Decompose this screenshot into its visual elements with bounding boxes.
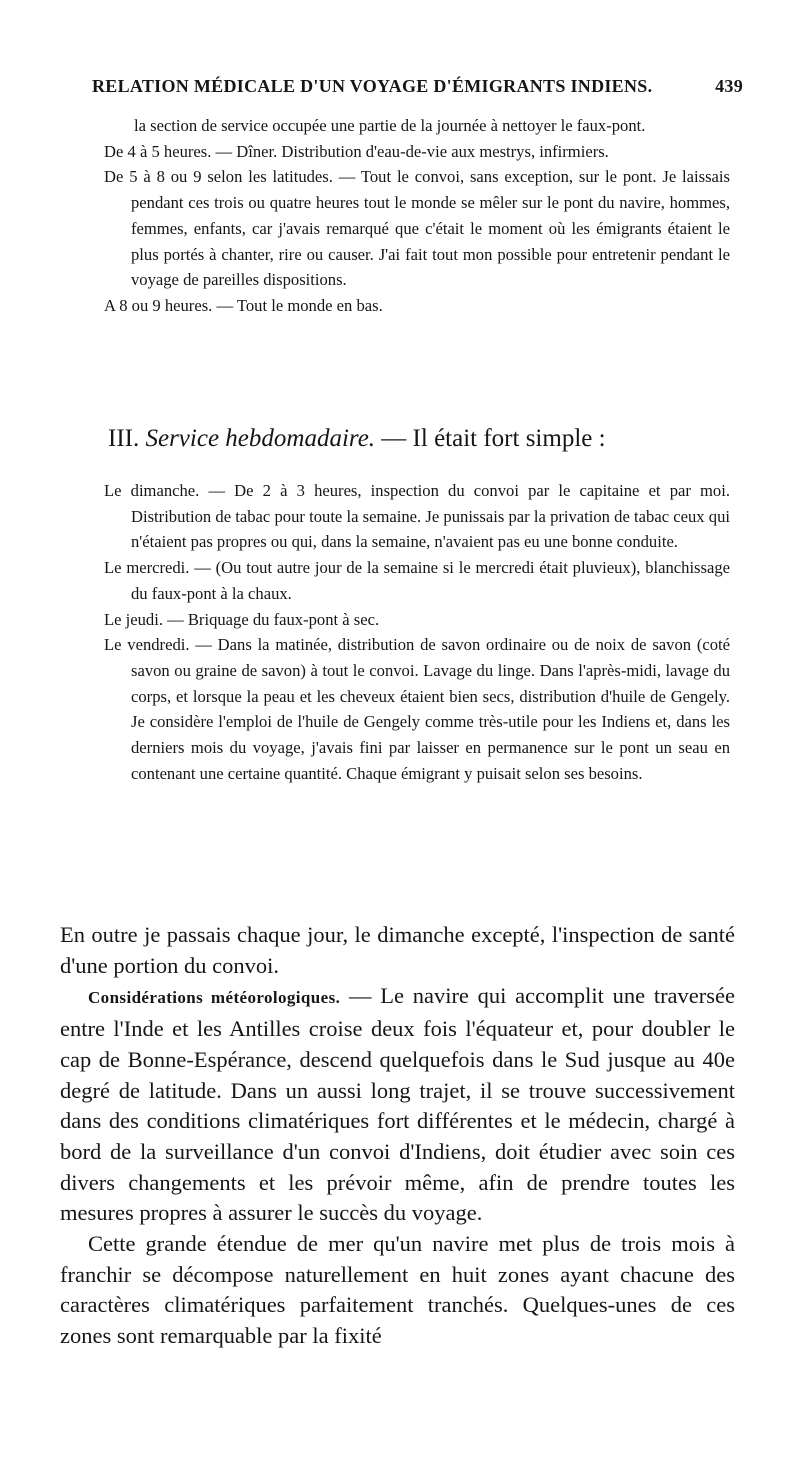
weekly-entry: Le jeudi. — Briquage du faux-pont à sec. — [104, 609, 380, 629]
running-title: RELATION MÉDICALE D'UN VOYAGE D'ÉMIGRANTS INDIENS. — [92, 76, 653, 96]
paragraph-zones: Cette grande étendue de mer qu'un navire met plus de trois mois à franchir se décompose naturellement en huit zones ayant chacune des caractères climatériques parfaitement tranchés. Quelques-unes de ces zones sont remarquable par la fixité — [60, 1231, 735, 1349]
paragraph-meteorology-text: — Le navire qui accomplit une traversée entre l'Inde et les Antilles croise deux fois l'équateur et, pour doubler le cap de Bonne-Espérance, descend quelquefois dans le Sud jusque au 40e degré de latitude. Dans un aussi long trajet, il se trouve successivement dans des conditions climatériques fort différentes et le médecin, chargé à bord de la surveillance d'un convoi d'Indiens, doit étudier avec soin ces divers changements et les prévoir même, afin de prendre toutes les mesures propres à assurer le succès du voyage. — [60, 983, 736, 1226]
weekly-entry: Le mercredi. — (Ou tout autre jour de la semaine si le mercredi était pluvieux), blanchissage du faux-pont à la chaux. — [104, 558, 730, 603]
schedule-entry: A 8 ou 9 heures. — Tout le monde en bas. — [104, 295, 383, 315]
weekly-entry: Le vendredi. — Dans la matinée, distribution de savon ordinaire ou de noix de savon (coté savon ou graine de savon) à tout le convoi. Lavage du linge. Dans l'après-midi, lavage du corps, et lorsque la peau et les cheveux étaient bien secs, distribution d'huile de Gengely. Je considère l'emploi de l'huile de Gengely comme très-utile pour les Indiens et, dans les derniers mois du voyage, j'avais fini par laisser en permanence sur le pont un seau en contenant une certaine quantité. Chaque émigrant y puisait selon ses besoins. — [104, 635, 730, 783]
schedule-entry: De 4 à 5 heures. — Dîner. Distribution d'eau-de-vie aux mestrys, infirmiers. — [104, 141, 609, 161]
paragraph-meteorology — [60, 981, 735, 1229]
runin-heading: Considérations météorologiques. — [88, 988, 341, 1008]
page-number: 439 — [715, 76, 743, 96]
paragraph-inspection: En outre je passais chaque jour, le dimanche excepté, l'inspection de santé d'une portion du convoi. — [60, 922, 735, 978]
main-text — [60, 920, 735, 1352]
weekly-entry: Le dimanche. — De 2 à 3 heures, inspection du convoi par le capitaine et par moi. Distribution de tabac pour toute la semaine. Je punissais par la privation de tabac ceux qui n'étaient pas propres ou qui, dans la semaine, n'avaient pas eu une bonne conduite. — [104, 481, 730, 552]
section-heading — [108, 425, 606, 453]
section-heading-rest: — Il était fort simple : — [381, 425, 606, 452]
section-number: III. — [108, 425, 140, 452]
section-title: Service hebdomadaire. — [145, 425, 376, 452]
weekly-schedule — [104, 478, 730, 786]
schedule-continuation: la section de service occupée une partie de la journée à nettoyer le faux-pont. — [134, 116, 646, 135]
schedule-entry: De 5 à 8 ou 9 selon les latitudes. — Tout le convoi, sans exception, sur le pont. Je laissais pendant ces trois ou quatre heures tout le monde se mêler sur le pont du navire, hommes, femmes, enfants, car j'avais remarqué que c'était le moment où les émigrants étaient le plus portés à chanter, rire ou causer. J'ai fait tout mon possible pour entretenir pendant le voyage de pareilles dispositions. — [104, 167, 730, 290]
daily-schedule — [104, 113, 730, 319]
